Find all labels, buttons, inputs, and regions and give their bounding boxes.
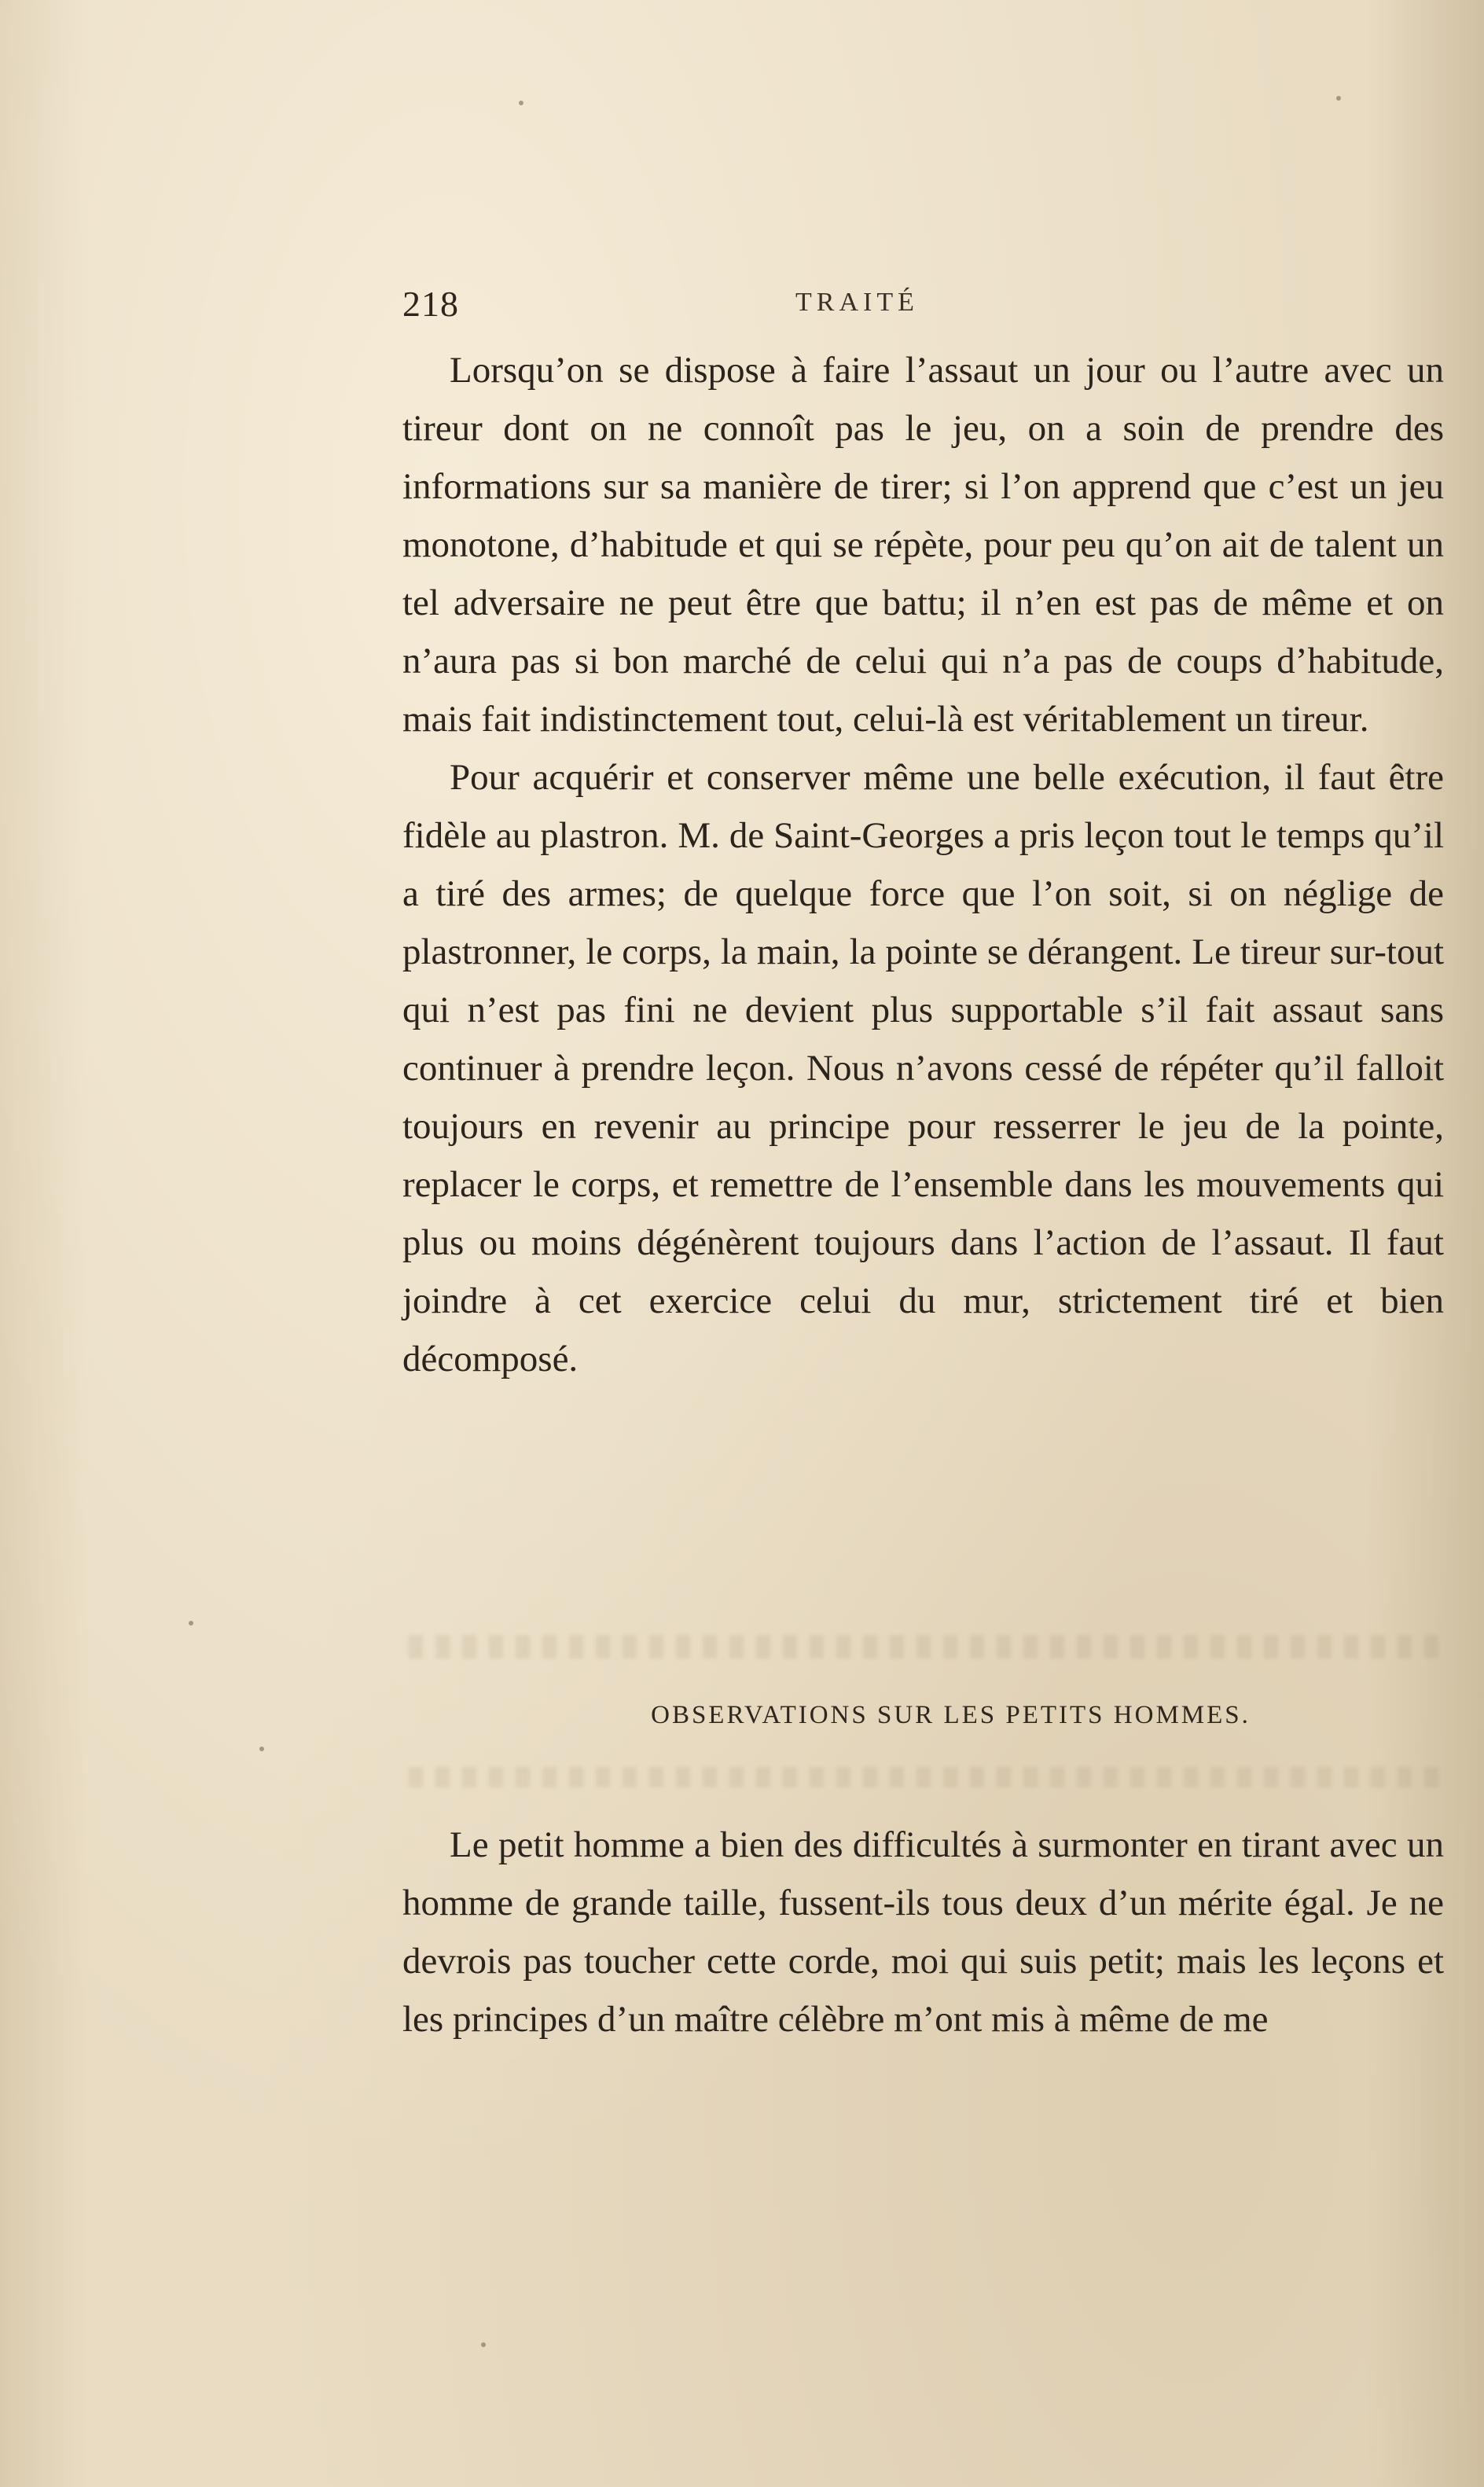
section-text xyxy=(402,1816,1444,2048)
section-heading: OBSERVATIONS SUR LES PETITS HOMMES. xyxy=(651,1701,1251,1729)
paper-speck xyxy=(1336,96,1341,101)
running-head xyxy=(402,277,1000,332)
page-number: 218 xyxy=(402,284,459,324)
paragraph: Le petit homme a bien des difficultés à surmonter en tirant avec un homme de grande taille, fussent-ils tous deux d’un mérite égal. Je ne devrois pas toucher cette corde, moi qui suis petit; mais les leçons et les principes d’un maître célèbre m’ont mis à même de me xyxy=(402,1824,1444,2040)
paper-speck xyxy=(519,101,523,105)
running-title: TRAITÉ xyxy=(795,288,919,317)
bleed-through-shadow xyxy=(409,1635,1446,1659)
paper-speck xyxy=(259,1747,264,1751)
paper-speck xyxy=(189,1621,193,1626)
paper-speck xyxy=(481,2342,486,2347)
bleed-through-shadow xyxy=(409,1767,1446,1787)
paragraph: Lorsqu’on se dispose à faire l’assaut un jour ou l’autre avec un tireur dont on ne connoît pas le jeu, on a soin de prendre des informations sur sa manière de tirer; si l’on apprend que c’est un jeu monotone, d’habitude et qui se répète, pour peu qu’on ait de talent un tel adversaire ne peut être que battu; il n’en est pas de même et on n’aura pas si bon marché de celui qui n’a pas de coups d’habitude, mais fait indistinctement tout, celui-là est véritablement un tireur. xyxy=(402,350,1444,740)
paragraph: Pour acquérir et conserver même une belle exécution, il faut être fidèle au plastron. M. de Saint-Georges a pris leçon tout le temps qu’il a tiré des armes; de quelque force que l’on soit, si on néglige de plastronner, le corps, la main, la pointe se dérangent. Le tireur sur-tout qui n’est pas fini ne devient plus supportable s’il fait assaut sans continuer à prendre leçon. Nous n’avons cessé de répéter qu’il falloit toujours en revenir au principe pour resserrer le jeu de la pointe, replacer le corps, et remettre de l’ensemble dans les mouvements qui plus ou moins dégénèrent toujours dans l’action de l’assaut. Il faut joindre à cet exercice celui du mur, strictement tiré et bien décomposé. xyxy=(402,757,1444,1379)
main-text xyxy=(402,341,1444,1388)
